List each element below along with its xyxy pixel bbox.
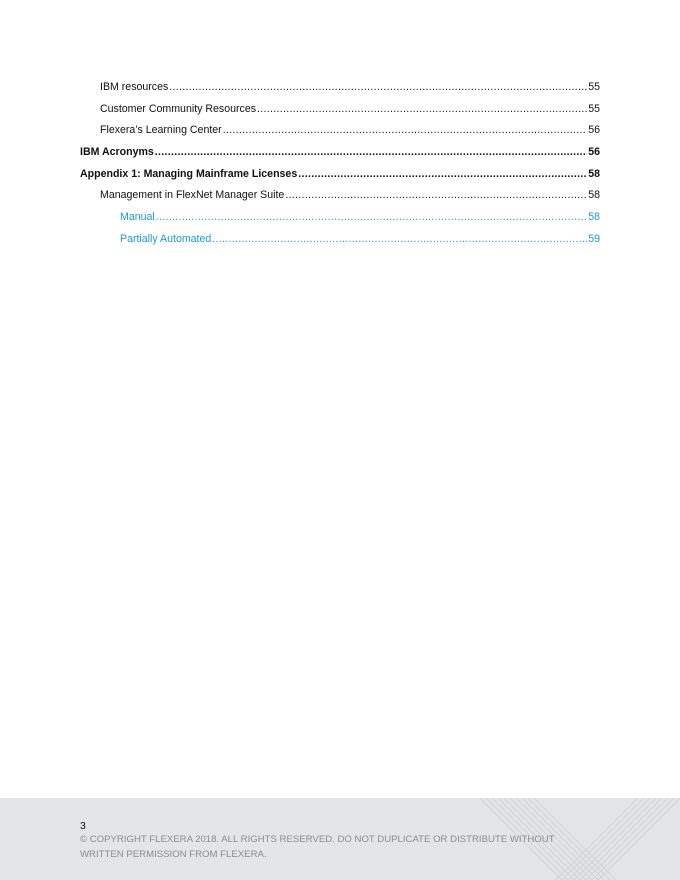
copyright-notice: © COPYRIGHT FLEXERA 2018. ALL RIGHTS RESERVED. DO NOT DUPLICATE OR DISTRIBUTE WITHOUT WRITTEN PERMISSION FROM FLEXERA. [80,834,555,860]
toc-entry[interactable] [80,100,600,122]
toc-entry-title: IBM resources [100,81,169,93]
toc-dot-leader [285,186,587,204]
toc-entry-page: 55 [588,102,600,115]
toc-entry-page: 58 [588,211,600,224]
toc-entry[interactable] [80,165,600,187]
toc-entry-page: 58 [588,167,600,180]
toc-entry-title: IBM Acronyms [80,146,154,159]
toc-entry-page: 59 [588,232,600,245]
toc-entry-link[interactable] [80,208,600,230]
toc-entry-page: 55 [588,81,600,93]
table-of-contents [80,78,600,252]
toc-dot-leader [212,230,587,248]
page-footer [0,798,680,880]
toc-entry[interactable] [80,186,600,208]
toc-entry-title: Customer Community Resources [100,102,257,115]
toc-entry-title: Management in FlexNet Manager Suite [100,189,285,202]
toc-dot-leader [169,78,587,96]
toc-entry[interactable] [80,121,600,143]
toc-dot-leader [257,100,587,118]
toc-dot-leader [298,165,587,183]
toc-entry-title: Partially Automated [120,232,212,245]
toc-entry-page: 58 [588,189,600,202]
toc-entry[interactable] [80,78,600,100]
toc-entry-page: 56 [588,124,600,137]
toc-dot-leader [155,143,587,161]
toc-entry-title: Manual [120,211,155,224]
toc-entry-title: Appendix 1: Managing Mainframe Licenses [80,167,298,180]
toc-entry-link[interactable] [80,230,600,252]
toc-entry[interactable] [80,143,600,165]
toc-entry-title: Flexera’s Learning Center [100,124,222,137]
toc-dot-leader [223,121,588,139]
toc-dot-leader [156,208,587,226]
page-number: 3 [80,820,86,832]
toc-entry-page: 56 [588,146,600,159]
